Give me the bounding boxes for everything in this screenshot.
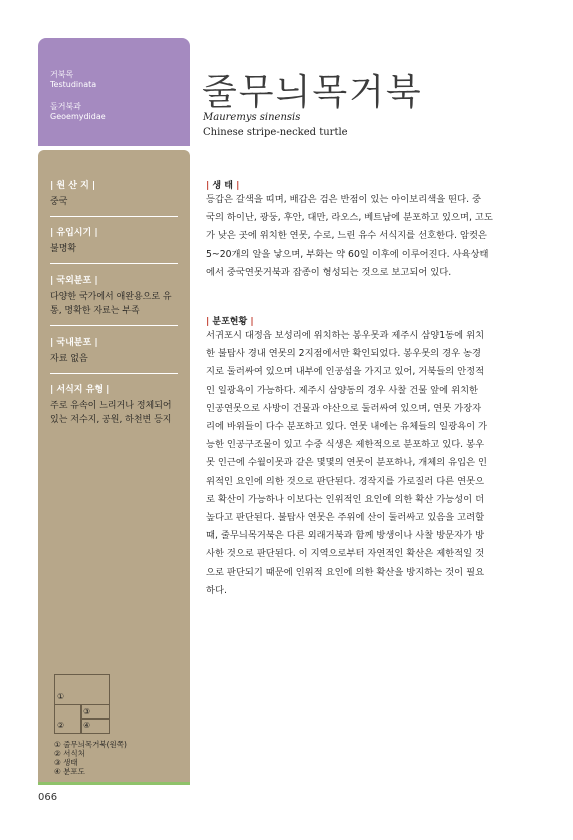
legend-item: ④ 분포도 xyxy=(54,767,85,776)
family-latin: Geoemydidae xyxy=(50,112,106,121)
origin-heading: | 원 산 지 | xyxy=(50,181,96,191)
text-line: 등갑은 갈색을 띠며, 배갑은 검은 반점이 있는 아이보리색을 띤다. 중 xyxy=(206,194,481,205)
text-line: 사한 것으로 판단된다. 이 지역으로부터 자연적인 확산은 제한적일 것 xyxy=(206,548,485,560)
domestic-distribution-value: 자료 없음 xyxy=(50,354,88,364)
habitat-value: 주로 유속이 느리거나 정체되어있는 저수지, 공원, 하천변 등지 xyxy=(50,401,172,425)
legend-item: ② 서식처 xyxy=(54,749,85,758)
text-line: 높다고 판단된다. 불탑사 연못은 주위에 산이 둘러싸고 있음을 고려할 xyxy=(206,512,485,524)
origin-value: 중국 xyxy=(50,197,68,207)
text-line: 서귀포시 대정읍 보성리에 위치하는 봉우못과 제주시 삼양1동에 위치 xyxy=(206,330,485,341)
text-line: 하다. xyxy=(206,584,227,596)
text-line: 인 일광욕이 가능하다. 제주시 삼양동의 경우 사찰 건물 앞에 위치한 xyxy=(206,384,479,396)
ecology-paragraph xyxy=(206,191,515,282)
common-name: Chinese stripe-necked turtle xyxy=(203,127,348,138)
text-line: 위적인 요인에 의한 것으로 판단된다. 경작지를 가로질러 다른 연못으 xyxy=(206,475,485,487)
page-title: 줄무늬목거북 xyxy=(202,72,423,113)
text-line: 못 인근에 수월이못과 같은 몇몇의 연못이 분포하나, 개체의 유입은 인 xyxy=(206,457,488,469)
introduction-heading: | 유입시기 | xyxy=(50,228,98,238)
order-latin: Testudinata xyxy=(50,80,97,89)
order-label: 거북목 xyxy=(50,70,74,79)
distribution-heading xyxy=(206,314,254,327)
heading-bar: | xyxy=(206,181,213,191)
ecology-heading xyxy=(206,178,239,191)
sidebar-accent-line xyxy=(38,782,190,785)
text-line: 국의 하이난, 광둥, 후안, 대만, 라오스, 베트남에 분포하고 있으며, 고도 xyxy=(206,212,493,224)
introduction-value: 불명확 xyxy=(50,244,77,254)
text-line: 리에 바위들이 다수 분포하고 있다. 연못 내에는 유체들의 일광욕이 가 xyxy=(206,421,488,433)
grid-label-1: ① xyxy=(57,692,65,701)
divider xyxy=(50,325,178,326)
divider xyxy=(50,263,178,264)
text-line: 한 불탑사 경내 연못의 2지점에서만 확인되었다. 봉우못의 경우 농경 xyxy=(206,348,481,360)
text-line: 인공연못으로 사방이 건물과 야산으로 둘러싸여 있으며, 연못 가장자 xyxy=(206,402,482,414)
grid-label-4: ④ xyxy=(83,721,91,730)
grid-label-2: ② xyxy=(57,721,65,730)
heading-bar: | xyxy=(247,317,254,327)
legend-item: ③ 생태 xyxy=(54,758,78,767)
foreign-distribution-value: 다양한 국가에서 애완용으로 유통, 명확한 자료는 부족 xyxy=(50,292,172,316)
taxonomy-box xyxy=(38,38,190,146)
text-line: 로 확산이 가능하나 이보다는 인위적인 요인에 의한 확산 가능성이 더 xyxy=(206,493,485,505)
distribution-paragraph xyxy=(206,327,515,600)
text-line: 5~20개의 알을 낳으며, 부화는 약 60일 이후에 이루어진다. 사육상태 xyxy=(206,248,489,260)
family-label: 돌거북과 xyxy=(50,102,81,111)
foreign-distribution-heading: | 국외분포 | xyxy=(50,276,98,286)
legend-item: ① 줄무늬목거북(원쪽) xyxy=(54,740,127,749)
text-line: 능한 인공구조물이 있고 수중 식생은 제한적으로 분포하고 있다. 봉우 xyxy=(206,439,485,451)
domestic-distribution-heading: | 국내분포 | xyxy=(50,338,98,348)
distribution-heading-text: 분포현황 xyxy=(212,317,248,327)
page-number: 066 xyxy=(38,792,58,803)
ecology-heading-text: 생 태 xyxy=(212,181,233,191)
text-line: 으로 판단되기 때문에 인위적 요인에 의한 확산을 방지하는 것이 필요 xyxy=(206,566,485,578)
text-line: 때, 줄무늬목거북은 다른 외래거북과 함께 방생이나 사찰 방문자가 방 xyxy=(206,530,485,542)
scientific-name: Mauremys sinensis xyxy=(203,112,301,123)
heading-bar: | xyxy=(206,317,213,327)
habitat-heading: | 서식지 유형 | xyxy=(50,385,110,395)
divider xyxy=(50,216,178,217)
heading-bar: | xyxy=(232,181,240,191)
grid-label-3: ③ xyxy=(83,707,91,716)
text-line: 에서 중국연못거북과 잡종이 형성되는 것으로 보고되어 있다. xyxy=(206,266,452,278)
text-line: 가 낮은 곳에 위치한 연못, 수로, 느린 유수 서식지를 선호한다. 암컷은 xyxy=(206,230,487,242)
divider xyxy=(50,373,178,374)
text-line: 지로 둘러싸여 있으며 내부에 인공섬을 가지고 있어, 거북들의 안정적 xyxy=(206,366,485,378)
